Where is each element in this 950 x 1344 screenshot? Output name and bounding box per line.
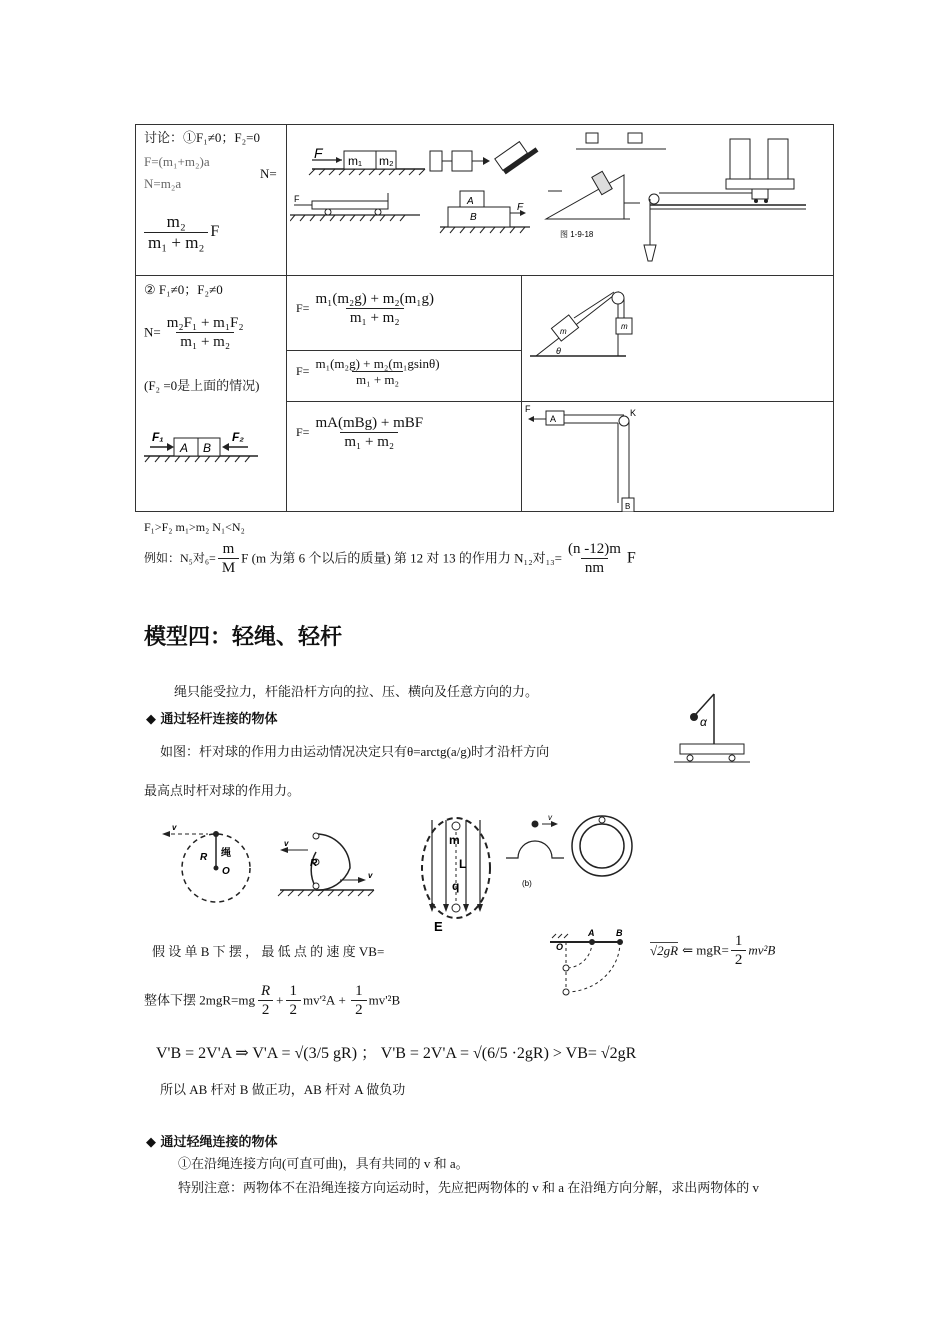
fraction-denominator: 2 bbox=[731, 950, 747, 969]
block-label: A bbox=[550, 414, 557, 424]
force-label: F bbox=[294, 194, 300, 204]
figure-caption: (b) bbox=[522, 879, 532, 888]
n-formula: N=m₂a bbox=[144, 176, 182, 191]
example-line bbox=[144, 540, 636, 577]
fraction-denominator: nm bbox=[581, 558, 608, 577]
fraction-denominator: M bbox=[218, 558, 239, 577]
force-label: F bbox=[314, 145, 323, 161]
angle-label: α bbox=[700, 715, 707, 729]
r-fraction bbox=[257, 982, 274, 1019]
energy-formula-whole: 整体下摆 2mgR=mg $\frac{R}{2}$ + $\frac{1}{2}$ mv'²A + $\frac{1}{2}$ mv'²B bbox=[144, 983, 401, 1018]
center-label: O bbox=[222, 866, 230, 877]
angle-label: θ bbox=[556, 346, 561, 356]
sqrt-expression: √2gR bbox=[650, 942, 679, 958]
loop-track-figure bbox=[278, 833, 374, 896]
figure-caption: 图 1-9-18 bbox=[560, 230, 594, 239]
fraction-numerator: m bbox=[222, 541, 235, 557]
hump-figure bbox=[506, 821, 564, 889]
force-label: F₁ bbox=[152, 430, 164, 444]
conclusion-text: 所以 AB 杆对 B 做正功，AB 杆对 A 做负功 bbox=[160, 1082, 406, 1097]
n-fraction-formula bbox=[142, 212, 219, 253]
fraction-tail: F bbox=[210, 223, 220, 241]
fraction-denominator: 2 bbox=[351, 1000, 367, 1019]
fraction-numerator: m₁(m₂g) + m₂(m₁gsinθ) bbox=[315, 356, 440, 371]
table-divider bbox=[286, 124, 287, 512]
intro-paragraph: 绳只能受拉力，杆能沿杆方向的拉、压、横向及任意方向的力。 bbox=[174, 684, 539, 699]
cart-figure bbox=[290, 193, 420, 221]
n-label: N= bbox=[260, 166, 277, 181]
table-divider bbox=[286, 350, 522, 351]
fraction-numerator: 1 bbox=[289, 983, 297, 999]
rope-label: 绳 bbox=[221, 848, 231, 859]
fraction-numerator: R bbox=[260, 983, 271, 999]
n-label: N= bbox=[144, 324, 161, 340]
f-fraction bbox=[311, 356, 443, 387]
case-label: ② F₁≠0；F₂≠0 bbox=[144, 282, 223, 297]
section-title: 模型四：轻绳、轻杆 bbox=[144, 625, 343, 650]
velocity-equations: V'B = 2V'A ⇒ V'A = √(3/5 gR) ； V'B = 2V'A = √(6/5 ·2gR) > VB= √2gR bbox=[156, 1045, 637, 1062]
implies-text: ⇐ mgR= bbox=[682, 942, 729, 958]
fraction-numerator: (n -12)m bbox=[568, 541, 621, 557]
corner-pulley-figure bbox=[522, 403, 652, 512]
block-label: A bbox=[180, 441, 189, 455]
length-label: L bbox=[459, 857, 467, 871]
rod-cart-figure bbox=[670, 688, 756, 768]
block-label: B bbox=[470, 212, 477, 223]
mass-relation: F₁>F₂ m₁>m₂ N₁<N₂ bbox=[144, 520, 245, 534]
force-formula-pulley bbox=[296, 414, 429, 451]
bullet-rope-heading: ◆ 通过轻绳连接的物体 bbox=[146, 1135, 278, 1150]
fraction-denominator: 2 bbox=[286, 1000, 302, 1019]
half-fraction bbox=[286, 982, 302, 1019]
pivot-label: O bbox=[556, 942, 564, 952]
example-fraction-2 bbox=[564, 540, 625, 577]
block-label: B bbox=[625, 502, 631, 511]
circular-motion-figures bbox=[150, 812, 640, 934]
n-fraction bbox=[163, 314, 248, 351]
mass-label: m₂ bbox=[379, 154, 394, 168]
two-blocks-figure bbox=[309, 151, 425, 175]
table-divider bbox=[286, 401, 834, 402]
velocity-label: v bbox=[368, 871, 373, 880]
velocity-label: v bbox=[284, 839, 289, 848]
example-tail: F bbox=[626, 549, 636, 567]
swinging-rod-figure bbox=[544, 928, 634, 1002]
incline-pulley-figure bbox=[526, 280, 646, 360]
fraction-denominator: m₁ + m₂ bbox=[346, 308, 404, 327]
two-force-blocks-figure bbox=[142, 426, 262, 466]
fraction-numerator: 1 bbox=[734, 933, 743, 949]
f-fraction bbox=[311, 414, 427, 451]
f-formula: F=(m₁+m₂)a bbox=[144, 154, 210, 169]
half-fraction bbox=[731, 932, 747, 969]
table-divider bbox=[135, 275, 834, 276]
mass-label: m bbox=[449, 833, 460, 847]
mass-label: m bbox=[621, 322, 628, 331]
fraction-numerator: 1 bbox=[355, 983, 363, 999]
fraction-denominator: m₁ + m₂ bbox=[352, 371, 403, 387]
field-label: E bbox=[434, 919, 443, 934]
connected-bodies-figures bbox=[290, 127, 830, 273]
f-label: F= bbox=[296, 301, 310, 315]
fraction-denominator: m₁ + m₂ bbox=[176, 332, 234, 351]
point-label: B bbox=[616, 928, 623, 938]
block-label: B bbox=[203, 441, 212, 455]
kinetic-term: mv²B bbox=[748, 942, 776, 958]
pulley-table-figure bbox=[644, 139, 806, 261]
fraction-numerator: m₂ bbox=[166, 212, 186, 231]
n-fraction bbox=[144, 212, 208, 253]
bullet-rod-heading: ◆ 通过轻杆连接的物体 bbox=[146, 712, 278, 727]
half-fraction bbox=[351, 982, 367, 1019]
charge-label: q bbox=[452, 879, 460, 893]
rod-example-text: 如图：杆对球的作用力由运动情况决定只有θ=arctg(a/g)时才沿杆方向 bbox=[160, 744, 550, 759]
whole-prefix: 整体下摆 2mgR=mg bbox=[144, 992, 255, 1008]
special-case-note: (F₂ =0是上面的情况) bbox=[144, 378, 260, 393]
mass-label: m₁ bbox=[348, 154, 363, 168]
block-label: A bbox=[467, 196, 474, 207]
kinetic-term-a: mv'²A bbox=[303, 992, 336, 1008]
example-fraction bbox=[218, 540, 239, 577]
fraction-numerator: m₂F₁ + m₁F₂ bbox=[166, 315, 244, 331]
kinetic-term-b: mv'²B bbox=[368, 992, 401, 1008]
mass-label: m bbox=[560, 327, 567, 336]
discussion-label: 讨论：①F₁≠0；F₂=0 bbox=[144, 130, 260, 145]
force-formula-horizontal bbox=[296, 290, 440, 327]
f-label: F= bbox=[296, 364, 310, 378]
free-blocks-figure bbox=[430, 136, 538, 175]
fraction-denominator: 2 bbox=[258, 1000, 274, 1019]
force-label: F₂ bbox=[232, 430, 244, 444]
example-prefix: 例如：N₅对₆= bbox=[144, 551, 216, 565]
wedge-figure bbox=[546, 133, 666, 219]
pulley-label: K bbox=[630, 408, 637, 418]
force-label: F bbox=[525, 404, 531, 414]
rope-rule-1: ①在沿绳连接方向(可直可曲)，具有共同的 v 和 a。 bbox=[178, 1156, 469, 1171]
ring-track-figure bbox=[572, 816, 632, 876]
velocity-label: v bbox=[172, 823, 177, 832]
f-fraction bbox=[311, 290, 438, 327]
rope-circle-figure bbox=[162, 831, 250, 902]
suppose-text: 假 设 单 B 下 摆 ， 最 低 点 的 速 度 VB= bbox=[152, 944, 385, 959]
radius-label: R bbox=[200, 852, 208, 863]
energy-formula-single bbox=[650, 932, 775, 969]
fraction-numerator: m₁(m₂g) + m₂(m₁g) bbox=[315, 291, 434, 307]
n-general-formula bbox=[144, 314, 250, 351]
f-label: F= bbox=[296, 425, 310, 439]
force-label: F bbox=[517, 202, 524, 213]
point-label: A bbox=[588, 928, 595, 938]
velocity-label: v bbox=[548, 813, 552, 822]
top-point-text: 最高点时杆对球的作用力。 bbox=[144, 783, 301, 798]
radius-label: R bbox=[310, 858, 318, 869]
force-formula-incline bbox=[296, 356, 446, 387]
example-middle: F (m 为第 6 个以后的质量) 第 12 对 13 的作用力 N₁₂对₁₃= bbox=[241, 550, 563, 566]
rope-rule-2: 特别注意：两物体不在沿绳连接方向运动时，先应把两物体的 v 和 a 在沿绳方向分解，求出两物体的 v bbox=[178, 1180, 760, 1195]
fraction-denominator: m₁ + m₂ bbox=[144, 232, 208, 253]
fraction-numerator: mA(mBg) + mBF bbox=[315, 415, 424, 431]
fraction-denominator: m₁ + m₂ bbox=[340, 432, 398, 451]
